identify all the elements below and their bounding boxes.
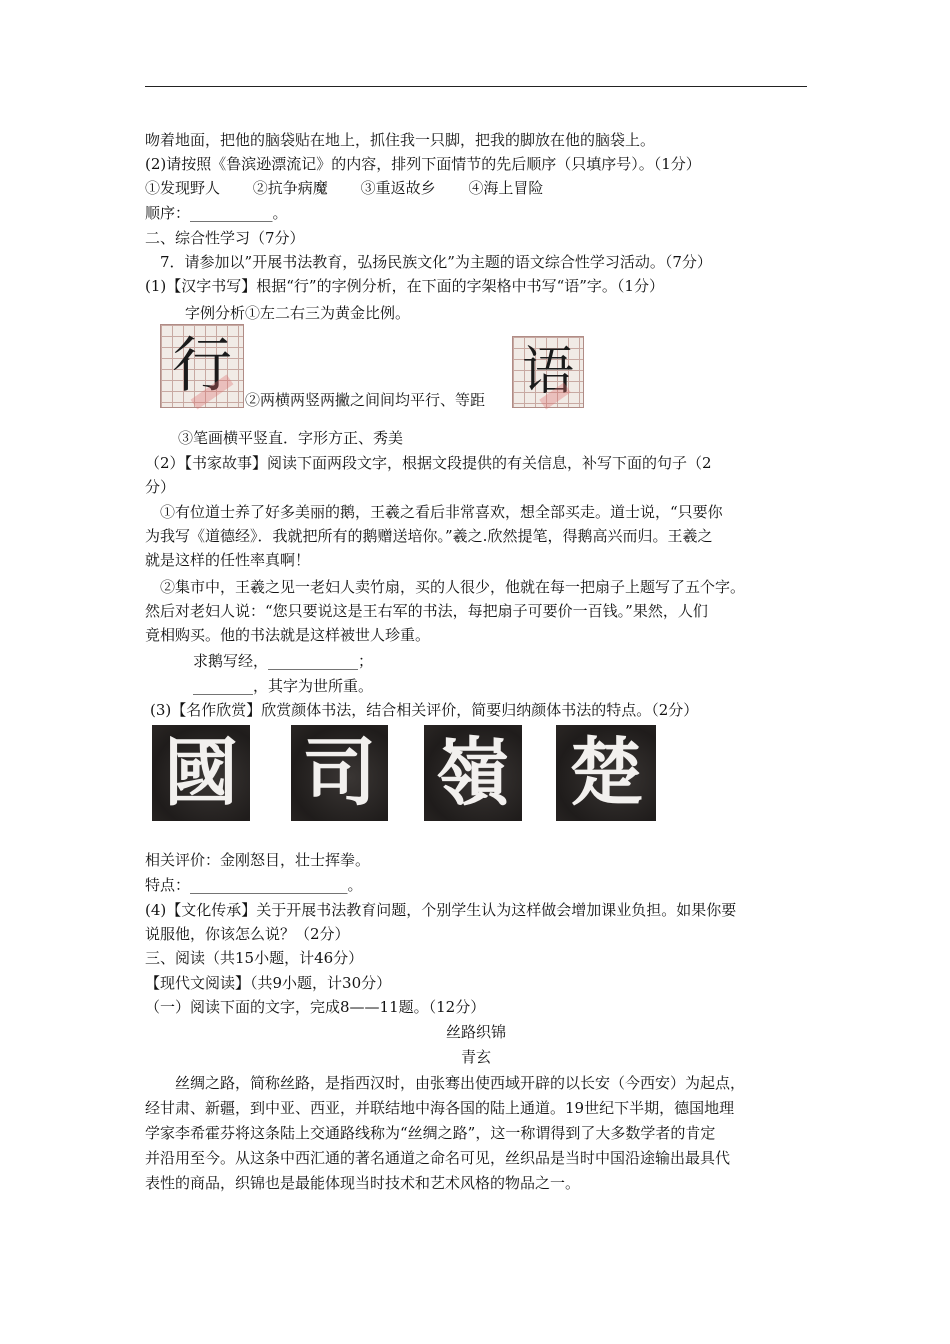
- fill-blank-2: ________，其字为世所重。: [193, 677, 374, 695]
- story-2-line-2: 然后对老妇人说：“您只要说这是王右军的书法，每把扇子可要价一百钱。”果然，人们: [145, 602, 708, 620]
- section-2-heading: 二、综合性学习（7分）: [145, 229, 305, 247]
- grid-char-yu: 语: [521, 342, 574, 402]
- calligraphy-rubbing-chu: [556, 725, 656, 821]
- question-7-4-cont: 说服他，你该怎么说？（2分）: [145, 925, 350, 943]
- header-rule: [145, 86, 807, 87]
- body-line-3: 学家李希霍芬将这条陆上交通路线称为“丝绸之路”，这一称谓得到了大多数学者的肯定: [145, 1124, 716, 1142]
- question-7-2: （2）【书家故事】阅读下面两段文字，根据文段提供的有关信息，补写下面的句子（2: [145, 454, 712, 472]
- body-line-5: 表性的商品，织锦也是最能体现当时技术和艺术风格的物品之一。: [145, 1174, 581, 1192]
- option-3: ③重返故乡: [360, 179, 436, 197]
- fill-blank-1: 求鹅写经，____________；: [193, 652, 374, 670]
- text-line: 吻着地面，把他的脑袋贴在地上，抓住我一只脚，把我的脚放在他的脑袋上。: [145, 131, 656, 149]
- body-line-4: 并沿用至今。从这条中西汇通的著名通道之命名可见，丝织品是当时中国沿途输出最具代: [145, 1149, 731, 1167]
- story-2-line-3: 竟相购买。他的书法就是这样被世人珍重。: [145, 626, 431, 644]
- question-7-2-cont: 分）: [145, 478, 176, 496]
- option-1: ①发现野人: [145, 179, 221, 197]
- calligraphy-rubbing-si: [291, 725, 388, 821]
- story-1-line-3: 就是这样的任性率真啊！: [145, 551, 311, 569]
- body-line-2: 经甘肃、新疆，到中亚、西亚，并联结地中海各国的陆上通道。19世纪下半期，德国地理: [145, 1099, 735, 1117]
- question-6-2: (2)请按照《鲁滨逊漂流记》的内容，排列下面情节的先后顺序（只填序号）。（1分）: [145, 155, 701, 173]
- rubbing-char: 國: [164, 730, 238, 816]
- calligraphy-rubbing-ling: [424, 725, 522, 821]
- question-7-4: (4)【文化传承】关于开展书法教育问题，个别学生认为这样做会增加课业负担。如果你要: [145, 901, 737, 919]
- option-2: ②抗争病魔: [252, 179, 328, 197]
- rubbing-char: 楚: [569, 730, 643, 816]
- story-1-line-2: 为我写《道德经》．我就把所有的鹅赠送培你。”羲之.欣然提笔，得鹅高兴而归。王羲之: [145, 527, 713, 545]
- feature-blank: 特点：_____________________。: [145, 876, 363, 894]
- modern-reading-heading: 【现代文阅读】（共9小题，计30分）: [145, 974, 392, 992]
- order-blank: 顺序：___________。: [145, 204, 288, 222]
- calligraphy-rubbing-guo: [152, 725, 250, 821]
- part-1-heading: （一）阅读下面的文字，完成8——11题。（12分）: [145, 998, 486, 1016]
- question-7: 7．请参加以”开展书法教育，弘扬民族文化”为主题的语文综合性学习活动。（7分）: [160, 253, 712, 271]
- section-3-heading: 三、阅读（共15小题，计46分）: [145, 949, 364, 967]
- rubbing-char: 嶺: [436, 730, 510, 816]
- story-1: ①有位道士养了好多美丽的鹅，王羲之看后非常喜欢，想全部买走。道士说，“只要你: [160, 503, 723, 521]
- rubbing-char: 司: [302, 730, 377, 816]
- story-2: ②集市中，王羲之见一老妇人卖竹扇，买的人很少，他就在每一把扇子上题写了五个字。: [160, 578, 746, 596]
- option-4: ④海上冒险: [468, 179, 544, 197]
- analysis-1: 字例分析①左二右三为黄金比例。: [185, 304, 411, 322]
- analysis-3: ③笔画横平竖直．字形方正、秀美: [178, 429, 404, 447]
- grid-char-xing: 行: [172, 331, 232, 401]
- article-author: 青玄: [460, 1048, 491, 1066]
- options-row: [145, 178, 571, 198]
- question-7-3: (3)【名作欣赏】欣赏颜体书法，结合相关评价，简要归纳颜体书法的特点。（2分）: [150, 701, 699, 719]
- related-review: 相关评价：金刚怒目，壮士挥拳。: [145, 851, 371, 869]
- question-7-1: (1)【汉字书写】根据“行”的字例分析，在下面的字架格中书写“语”字。（1分）: [145, 277, 664, 295]
- body-line-1: 丝绸之路，简称丝路，是指西汉时，由张骞出使西域开辟的以长安（今西安）为起点，: [175, 1074, 746, 1092]
- analysis-2: ②两横两竖两撇之间间均平行、等距: [245, 391, 486, 409]
- article-title: 丝路织锦: [445, 1023, 506, 1041]
